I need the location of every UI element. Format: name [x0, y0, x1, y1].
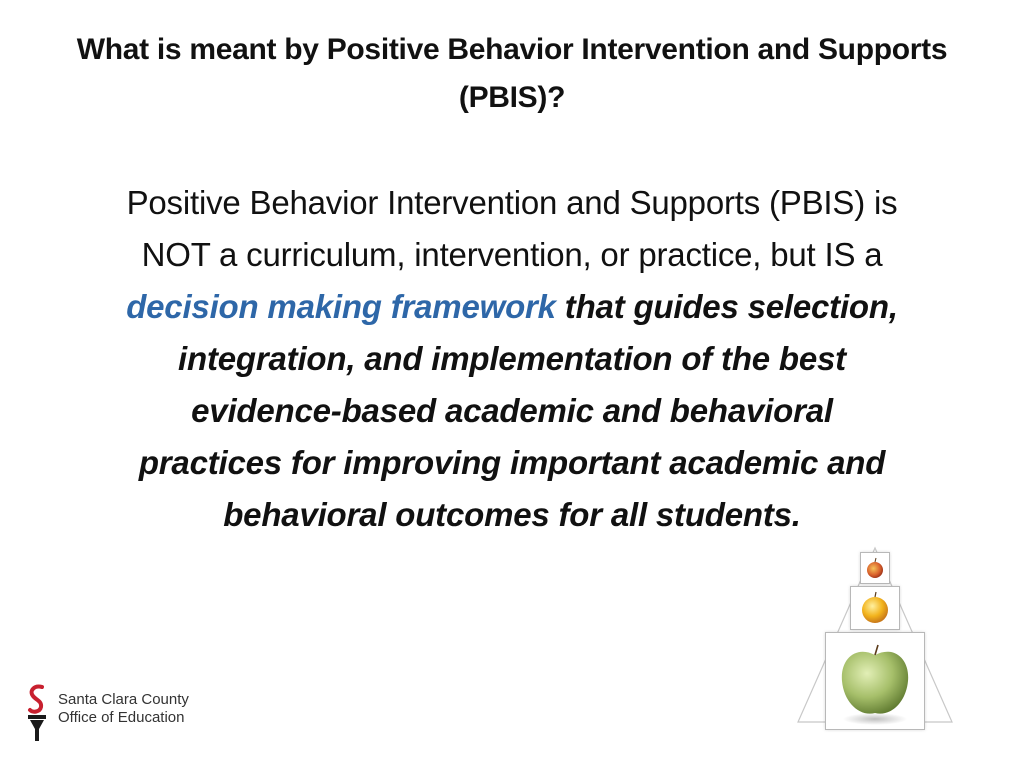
pyramid-middle-frame — [850, 586, 900, 630]
torch-s-logo-icon — [22, 683, 52, 743]
logo-line-office: Office of Education — [58, 709, 185, 726]
small-red-apple-icon — [861, 553, 889, 583]
green-apple-icon — [826, 633, 924, 729]
logo-text — [58, 691, 189, 727]
sccoe-logo — [22, 683, 192, 747]
body-plain-intro: Positive Behavior Intervention and Supports (PBIS) is NOT a curriculum, intervention, or practice, but IS a — [126, 184, 898, 273]
pyramid-top-frame — [860, 552, 890, 584]
yellow-apple-icon — [851, 587, 899, 629]
slide-body — [122, 177, 902, 541]
logo-line-county: Santa Clara County — [58, 691, 189, 708]
body-emphasis-rest: that guides selection, integration, and implementation of the best evidence-based academic and behavioral practices for improving important academic and behavioral outcomes for all students. — [138, 288, 898, 533]
apple-pyramid-icon — [790, 540, 960, 740]
body-highlight-decision-framework: decision making framework — [126, 288, 556, 325]
pyramid-bottom-frame — [825, 632, 925, 730]
slide-title: What is meant by Positive Behavior Intervention and Supports (PBIS)? — [76, 33, 948, 114]
